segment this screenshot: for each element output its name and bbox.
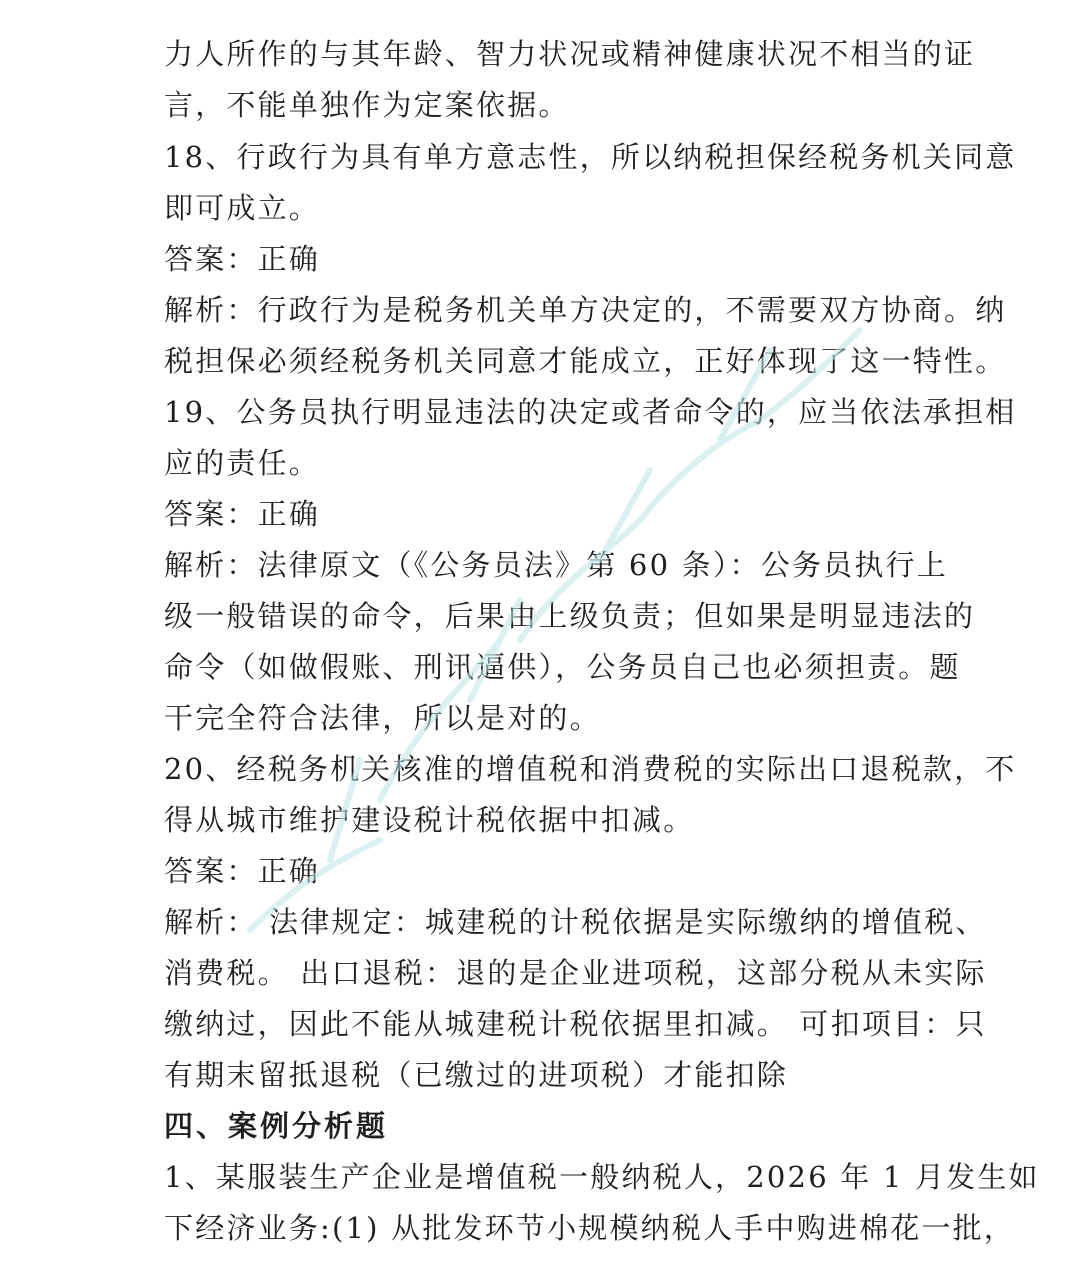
- analysis-19-line-2: 级一般错误的命令，后果由上级负责；但如果是明显违法的: [164, 599, 976, 633]
- analysis-19: 解析：法律原文（《公务员法》第 60 条）：公务员执行上: [164, 548, 948, 582]
- answer-19: 答案：正确: [164, 497, 321, 531]
- question-18-cont: 即可成立。: [164, 191, 321, 225]
- question-20-cont: 得从城市维护建设税计税依据中扣减。: [164, 803, 695, 837]
- question-18: 18、行政行为具有单方意志性，所以纳税担保经税务机关同意: [164, 140, 1017, 174]
- analysis-18-cont: 税担保必须经税务机关同意才能成立，正好体现了这一特性。: [164, 344, 1007, 378]
- case-1-cont: 下经济业务:(1) 从批发环节小规模纳税人手中购进棉花一批，: [164, 1211, 1016, 1245]
- question-19: 19、公务员执行明显违法的决定或者命令的，应当依法承担相: [164, 395, 1017, 429]
- text-line-1: 力人所作的与其年龄、智力状况或精神健康状况不相当的证: [164, 37, 976, 71]
- analysis-20-line-4: 有期末留抵退税（已缴过的进项税）才能扣除: [164, 1058, 789, 1092]
- analysis-20-line-2: 消费税。 出口退税：退的是企业进项税，这部分税从未实际: [164, 956, 987, 990]
- case-1: 1、某服装生产企业是增值税一般纳税人，2026 年 1 月发生如: [164, 1160, 1040, 1194]
- answer-18: 答案：正确: [164, 242, 321, 276]
- question-20: 20、经税务机关核准的增值税和消费税的实际出口退税款，不: [164, 752, 1017, 786]
- answer-20: 答案：正确: [164, 854, 321, 888]
- analysis-19-line-4: 干完全符合法律，所以是对的。: [164, 701, 601, 735]
- text-line-2: 言，不能单独作为定案依据。: [164, 88, 570, 122]
- analysis-19-line-3: 命令（如做假账、刑讯逼供），公务员自己也必须担责。题: [164, 650, 961, 684]
- question-19-cont: 应的责任。: [164, 446, 321, 480]
- analysis-18: 解析：行政行为是税务机关单方决定的，不需要双方协商。纳: [164, 293, 1007, 327]
- analysis-20-line-3: 缴纳过，因此不能从城建税计税依据里扣减。 可扣项目：只: [164, 1007, 987, 1041]
- section-heading-case-analysis: 四、案例分析题: [164, 1109, 389, 1143]
- analysis-20: 解析： 法律规定：城建税的计税依据是实际缴纳的增值税、: [164, 905, 987, 939]
